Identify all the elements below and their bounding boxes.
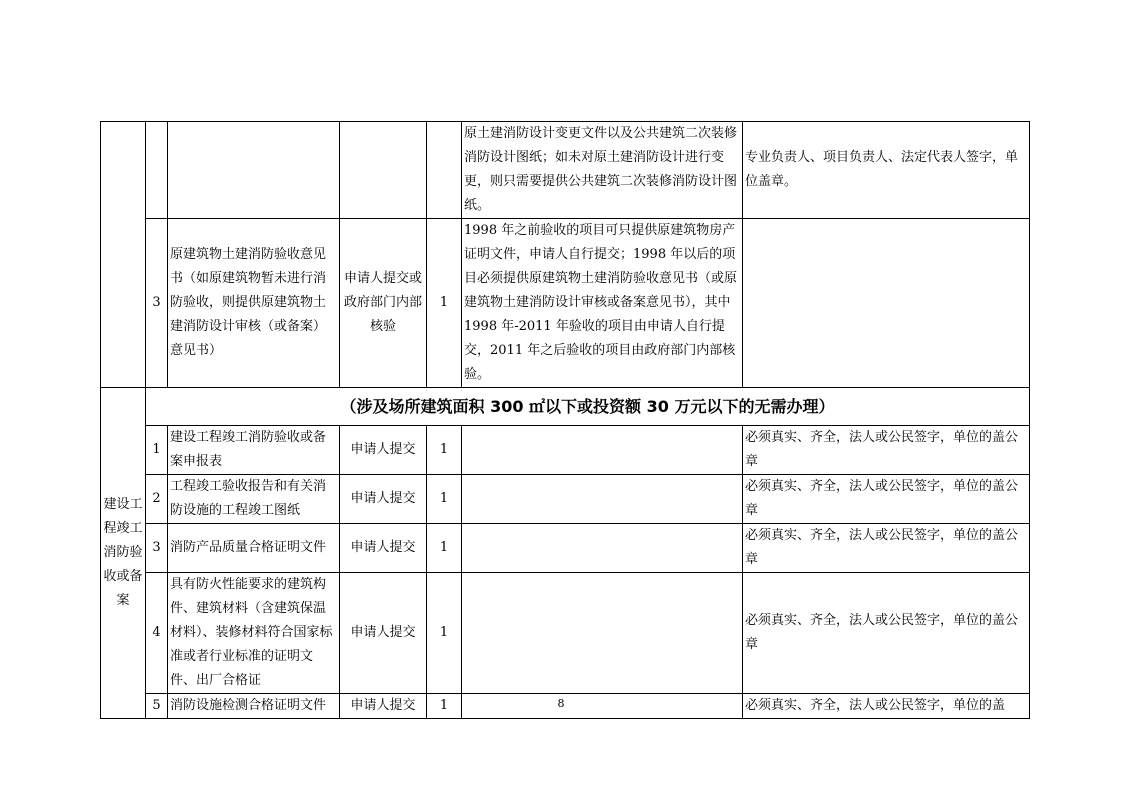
- index-cell: 3: [146, 524, 168, 573]
- table-row: [101, 475, 1030, 524]
- document-table: [100, 121, 1030, 719]
- count-cell: [427, 122, 462, 219]
- requirement-cell: [462, 426, 743, 475]
- table-row: [101, 573, 1030, 694]
- index-cell: 1: [146, 426, 168, 475]
- source-cell: 申请人提交或政府部门内部核验: [340, 219, 427, 388]
- index-cell: 3: [146, 219, 168, 388]
- material-name-cell: 原建筑物土建消防验收意见书（如原建筑物暂未进行消防验收，则提供原建筑物土建消防设计审核（或备案）意见书）: [168, 219, 340, 388]
- count-cell: 1: [427, 524, 462, 573]
- category-cell: [101, 122, 146, 388]
- index-cell: 4: [146, 573, 168, 694]
- table-row: [101, 219, 1030, 388]
- category-cell: 建设工程竣工消防验收或备案: [101, 388, 146, 719]
- table-row: [101, 524, 1030, 573]
- index-cell: [146, 122, 168, 219]
- count-cell: 1: [427, 426, 462, 475]
- requirement-cell: 1998 年之前验收的项目可只提供原建筑物房产证明文件，申请人自行提交；1998 年以后的项目必须提供原建筑物土建消防验收意见书（或原建筑物土建消防设计审核或备案意见书），其中 1998 年-2011 年验收的项目由申请人自行提交，2011 年之后验收的项目由政府部门内部核验。: [462, 219, 743, 388]
- source-cell: 申请人提交: [340, 573, 427, 694]
- requirement-cell: [462, 524, 743, 573]
- source-cell: 申请人提交: [340, 426, 427, 475]
- note-cell: 专业负责人、项目负责人、法定代表人签字，单位盖章。: [743, 122, 1030, 219]
- material-name-cell: [168, 122, 340, 219]
- note-cell: 必须真实、齐全，法人或公民签字，单位的盖公章: [743, 475, 1030, 524]
- material-name-cell: 具有防火性能要求的建筑构件、建筑材料（含建筑保温材料）、装修材料符合国家标准或者行业标准的证明文件、出厂合格证: [168, 573, 340, 694]
- source-cell: 申请人提交: [340, 475, 427, 524]
- note-cell: 必须真实、齐全，法人或公民签字，单位的盖: [743, 694, 1030, 719]
- note-cell: 必须真实、齐全，法人或公民签字，单位的盖公章: [743, 573, 1030, 694]
- count-cell: 1: [427, 219, 462, 388]
- index-cell: 2: [146, 475, 168, 524]
- count-cell: 1: [427, 573, 462, 694]
- table-row: [101, 426, 1030, 475]
- note-cell: 必须真实、齐全，法人或公民签字，单位的盖公章: [743, 524, 1030, 573]
- count-cell: 1: [427, 694, 462, 719]
- requirement-cell: [462, 573, 743, 694]
- count-cell: 1: [427, 475, 462, 524]
- table-row: [101, 388, 1030, 426]
- source-cell: 申请人提交: [340, 524, 427, 573]
- note-cell: 必须真实、齐全，法人或公民签字，单位的盖公章: [743, 426, 1030, 475]
- notice-row: （涉及场所建筑面积 300 ㎡以下或投资额 30 万元以下的无需办理）: [146, 388, 1030, 426]
- note-cell: [743, 219, 1030, 388]
- material-name-cell: 消防产品质量合格证明文件: [168, 524, 340, 573]
- source-cell: 申请人提交: [340, 694, 427, 719]
- material-name-cell: 工程竣工验收报告和有关消防设施的工程竣工图纸: [168, 475, 340, 524]
- index-cell: 5: [146, 694, 168, 719]
- page-number: 8: [557, 697, 565, 710]
- material-name-cell: 消防设施检测合格证明文件: [168, 694, 340, 719]
- requirement-cell: 原土建消防设计变更文件以及公共建筑二次装修消防设计图纸；如未对原土建消防设计进行变更，则只需要提供公共建筑二次装修消防设计图纸。: [462, 122, 743, 219]
- source-cell: [340, 122, 427, 219]
- material-name-cell: 建设工程竣工消防验收或备案申报表: [168, 426, 340, 475]
- table-row: [101, 122, 1030, 219]
- requirement-cell: [462, 475, 743, 524]
